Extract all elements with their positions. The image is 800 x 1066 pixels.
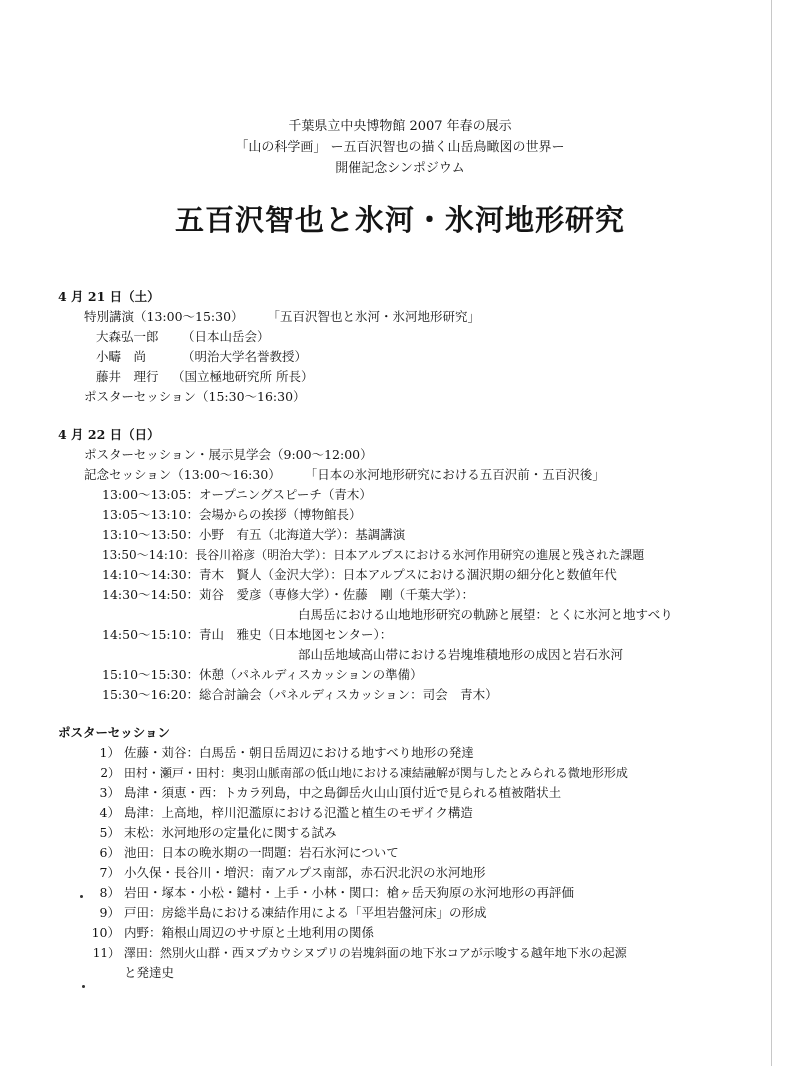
poster-item: [90, 763, 628, 783]
program-item-continuation: 部山岳地域高山帯における岩塊堆積地形の成因と岩石氷河: [298, 647, 624, 662]
day1-special-title: 「五百沢智也と氷河・氷河地形研究」: [267, 309, 481, 324]
poster-text: 島津・須恵・西：トカラ列島，中之島御岳火山山頂付近で見られる植被階状土: [123, 785, 562, 800]
day1-poster-session: ポスターセッション（15:30〜16:30）: [84, 389, 306, 404]
poster-text: 澤田：然別火山群・西ヌプカウシヌプリの岩塊斜面の地下氷コアが示唆する越年地下氷の起源: [123, 946, 627, 960]
header-line-1: 千葉県立中央博物館 2007 年春の展示: [288, 119, 512, 134]
day1-date: 4 月 21 日（土）: [58, 289, 160, 304]
poster-number: 7）: [99, 865, 120, 880]
poster-number: 3）: [99, 785, 120, 800]
poster-item: [90, 863, 486, 883]
day2-memorial-session: [84, 465, 605, 485]
poster-number: 1）: [99, 745, 120, 760]
poster-text: 岩田・塚本・小松・鑓村・上手・小林・関口：槍ヶ岳天狗原の氷河地形の再評価: [123, 885, 574, 900]
poster-item: [90, 843, 399, 863]
program-item: 14:50〜15:10：青山 雅史（日本地図センター）：: [102, 627, 393, 642]
poster-item: [90, 823, 337, 843]
program-item: 15:10〜15:30：休憩（パネルディスカッションの準備）: [102, 667, 423, 682]
poster-number: 2）: [100, 766, 120, 780]
poster-heading: ポスターセッション: [58, 725, 171, 740]
poster-text: 池田：日本の晩氷期の一問題：岩石氷河について: [123, 845, 399, 860]
poster-number: 9）: [99, 905, 120, 920]
program-item: 13:05〜13:10：会場からの挨拶（博物館長）: [102, 507, 362, 522]
day2-poster-tour: ポスターセッション・展示見学会（9:00〜12:00）: [84, 447, 373, 462]
speaker-row: [96, 347, 307, 367]
poster-item: [90, 943, 627, 963]
program-item-continuation: 白馬岳における山地地形研究の軌跡と展望：とくに氷河と地すべり: [298, 607, 673, 622]
poster-number: 4）: [99, 805, 120, 820]
speaker-name: 大森弘一郎: [96, 329, 159, 344]
poster-text: 佐藤・苅谷：白馬岳・朝日岳周辺における地すべり地形の発達: [123, 745, 474, 760]
day1-special-lecture: [84, 307, 480, 327]
speaker-affiliation: （国立極地研究所 所長）: [172, 369, 314, 384]
memorial-label: 記念セッション（13:00〜16:30）: [84, 467, 281, 482]
speaker-affiliation: （日本山岳会）: [182, 329, 270, 344]
program-item: 15:30〜16:20：総合討論会（パネルディスカッション：司会 青木）: [102, 687, 498, 702]
scan-speck: [82, 985, 85, 988]
speaker-row: [96, 367, 313, 387]
program-item: 13:00〜13:05：オープニングスピーチ（青木）: [102, 487, 372, 502]
header-line-2: 「山の科学画」 ー五百沢智也の描く山岳鳥瞰図の世界ー: [235, 140, 565, 155]
program-item: 14:10〜14:30：青木 賢人（金沢大学）：日本アルプスにおける涸沢期の細分化と数値年代: [102, 567, 617, 582]
poster-text: 戸田：房総半島における凍結作用による「平坦岩盤河床」の形成: [123, 905, 487, 920]
header: [0, 116, 800, 179]
poster-item: [90, 743, 474, 763]
poster-number: 8）: [99, 885, 120, 900]
day1-special-label: 特別講演（13:00〜15:30）: [84, 309, 244, 324]
poster-item: [90, 903, 487, 923]
poster-item: [90, 923, 374, 943]
poster-text: 田村・瀬戸・田村：奥羽山脈南部の低山地における凍結融解が関与したとみられる微地形形成: [123, 766, 628, 780]
poster-item: [90, 783, 561, 803]
speaker-name: 小疇 尚: [96, 349, 147, 364]
speaker-row: [96, 327, 270, 347]
day2-date: 4 月 22 日（日）: [58, 427, 160, 442]
page-title: 五百沢智也と氷河・氷河地形研究: [174, 203, 625, 237]
speaker-name: 藤井 理行: [96, 369, 159, 384]
scan-speck: [80, 895, 83, 898]
speaker-affiliation: （明治大学名誉教授）: [182, 349, 308, 364]
poster-text: 小久保・長谷川・増沢：南アルプス南部，赤石沢北沢の氷河地形: [123, 865, 486, 880]
poster-text: 末松：氷河地形の定量化に関する試み: [123, 825, 337, 840]
poster-item: [90, 803, 473, 823]
poster-item-continuation: [90, 963, 174, 983]
poster-text: と発達史: [123, 965, 174, 980]
poster-item: [90, 883, 574, 903]
poster-number: 11）: [92, 946, 120, 960]
header-line-3: 開催記念シンポジウム: [335, 161, 465, 176]
poster-number: 6）: [99, 845, 120, 860]
memorial-title: 「日本の氷河地形研究における五百沢前・五百沢後」: [304, 467, 605, 482]
poster-text: 島津：上高地，梓川氾濫原における氾濫と植生のモザイク構造: [123, 805, 473, 820]
program-item: 13:50〜14:10：長谷川裕彦（明治大学）：日本アルプスにおける氷河作用研究の進展と残された課題: [102, 548, 645, 562]
program-item: 13:10〜13:50：小野 有五（北海道大学）：基調講演: [102, 527, 406, 542]
poster-text: 内野：箱根山周辺のササ原と土地利用の関係: [123, 925, 374, 940]
poster-number: 5）: [99, 825, 120, 840]
poster-number: 10）: [91, 925, 120, 940]
program-item: 14:30〜14:50：苅谷 愛彦（専修大学）・佐藤 剛（千葉大学）：: [102, 587, 475, 602]
